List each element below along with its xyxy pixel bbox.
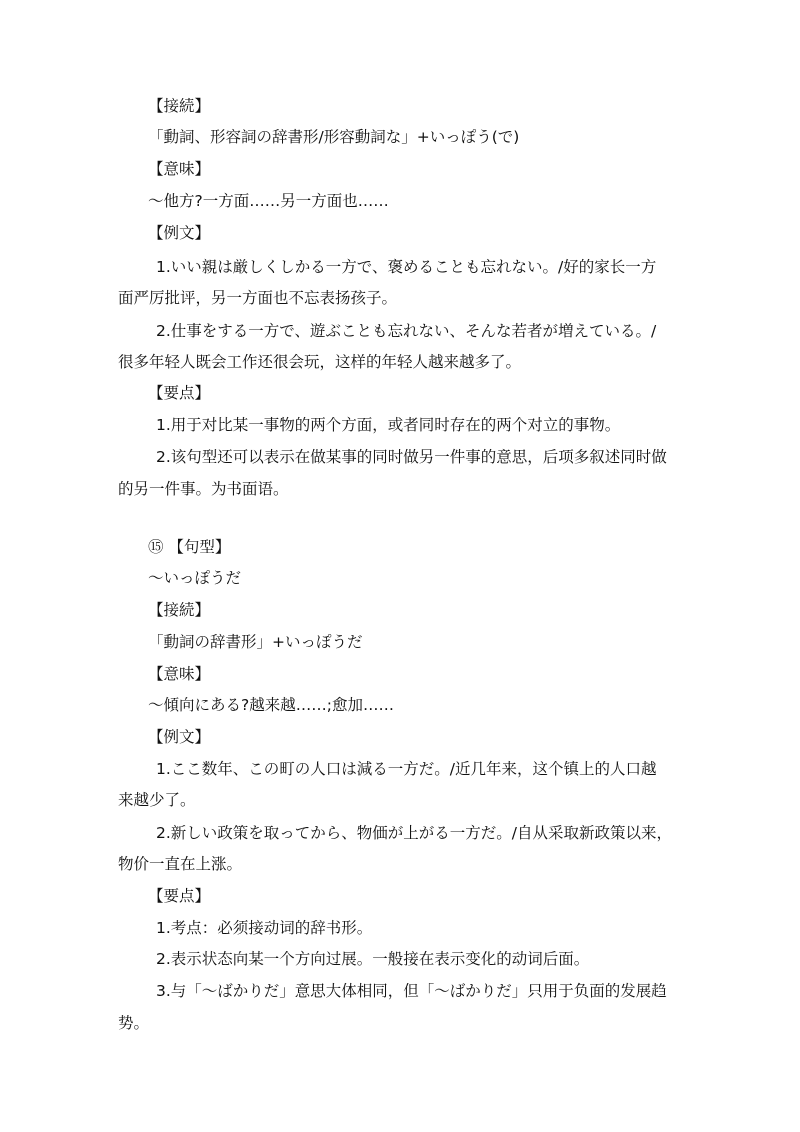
examples-heading: 【例文】: [148, 728, 211, 746]
examples-heading: 【例文】: [148, 224, 211, 242]
point-2-line-2: 的另一件事。为书面语。: [118, 480, 289, 498]
point-2-line-1: 2.该句型还可以表示在做某事的同时做另一件事的意思，后项多叙述同时做: [156, 448, 667, 466]
example-1-line-2: 来越少了。: [118, 791, 196, 809]
connection-text: 「動詞、形容詞の辞書形/形容動詞な」+いっぽう(で): [148, 128, 520, 146]
example-1-line-1: 1.いい親は厳しくしかる一方で、褒めることも忘れない。/好的家长一方: [156, 258, 657, 276]
pattern-text: ～いっぽうだ: [148, 569, 242, 587]
meaning-heading: 【意味】: [148, 160, 211, 178]
section-15-heading: ⑮ 【句型】: [148, 538, 231, 556]
connection-heading: 【接続】: [148, 97, 211, 115]
meaning-text: ～傾向にある?越来越……;愈加……: [148, 696, 394, 714]
example-2-line-2: 很多年轻人既会工作还很会玩，这样的年轻人越来越多了。: [118, 353, 522, 371]
meaning-heading: 【意味】: [148, 665, 211, 683]
meaning-text: ～他方?一方面……另一方面也……: [148, 192, 389, 210]
example-1-line-1: 1.ここ数年、この町の人口は減る一方だ。/近几年来，这个镇上的人口越: [156, 760, 657, 778]
example-2-line-1: 2.仕事をする一方で、遊ぶことも忘れない、そんな若者が増えている。/: [156, 322, 657, 340]
points-heading: 【要点】: [148, 887, 211, 905]
point-1: 1.用于对比某一事物的两个方面，或者同时存在的两个对立的事物。: [156, 416, 621, 434]
example-2-line-2: 物价一直在上涨。: [118, 855, 243, 873]
points-heading: 【要点】: [148, 384, 211, 402]
example-2-line-1: 2.新しい政策を取ってから、物価が上がる一方だ。/自从采取新政策以来，: [156, 824, 673, 842]
point-3-line-2: 势。: [118, 1014, 150, 1032]
example-1-line-2: 面严厉批评，另一方面也不忘表扬孩子。: [118, 289, 398, 307]
point-2: 2.表示状态向某一个方向过展。一般接在表示变化的动词后面。: [156, 950, 590, 968]
connection-heading: 【接続】: [148, 601, 211, 619]
point-1: 1.考点：必须接动词的辞书形。: [156, 919, 373, 937]
point-3-line-1: 3.与「～ばかりだ」意思大体相同，但「～ばかりだ」只用于负面的发展趋: [156, 982, 667, 1000]
connection-text: 「動詞の辞書形」+いっぽうだ: [148, 633, 363, 651]
